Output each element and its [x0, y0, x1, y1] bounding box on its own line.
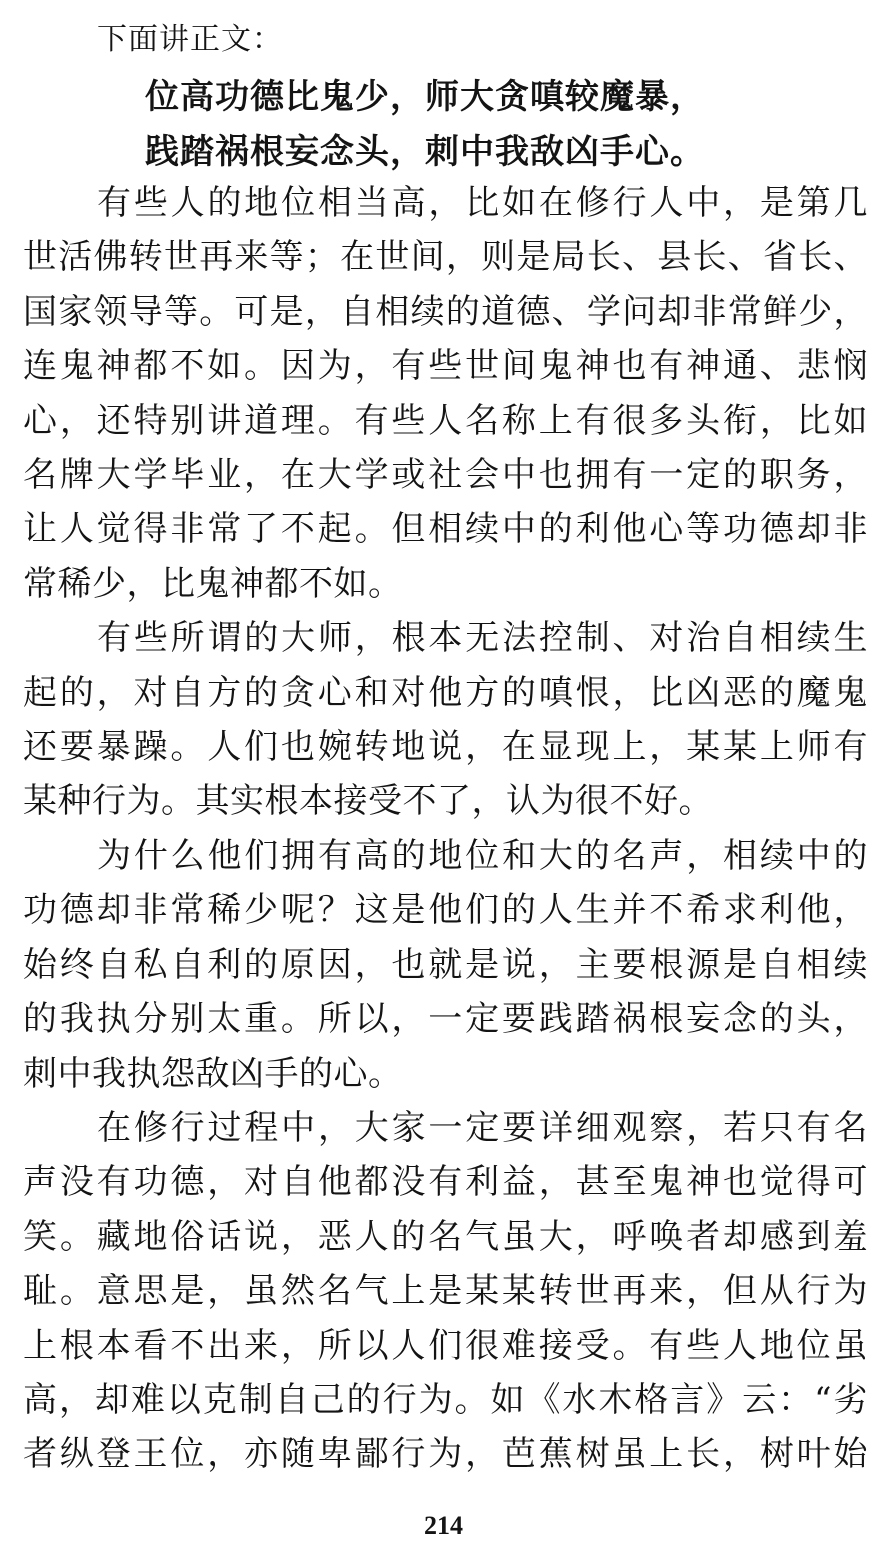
text-line: 某种行为。其实根本接受不了，认为很不好。 [23, 781, 713, 822]
paragraph-3 [23, 829, 868, 1101]
text-line: 功德却非常稀少呢？这是他们的人生并不希求利他， [23, 890, 868, 931]
body-text [23, 176, 868, 1482]
paragraph-1 [23, 176, 868, 611]
intro-line: 下面讲正文： [97, 22, 283, 57]
text-line: 国家领导等。可是，自相续的道德、学问却非常鲜少， [23, 291, 868, 332]
text-line: 连鬼神都不如。因为，有些世间鬼神也有神通、悲悯 [23, 346, 868, 387]
text-line: 名牌大学毕业，在大学或社会中也拥有一定的职务， [23, 455, 868, 496]
text-line: 有些人的地位相当高，比如在修行人中，是第几 [97, 183, 868, 223]
text-line: 起的，对自方的贪心和对他方的嗔恨，比凶恶的魔鬼 [23, 672, 868, 713]
text-line: 常稀少，比鬼神都不如。 [23, 563, 403, 604]
text-line: 刺中我执怨敌凶手的心。 [23, 1053, 403, 1094]
verse-line-1: 位高功德比鬼少，师大贪嗔较魔暴， [145, 77, 705, 117]
text-line: 上根本看不出来，所以人们很难接受。有些人地位虽 [23, 1325, 868, 1366]
text-line: 始终自私自利的原因，也就是说，主要根源是自相续 [23, 944, 868, 985]
text-line: 还要暴躁。人们也婉转地说，在显现上，某某上师有 [23, 727, 868, 768]
text-line: 笑。藏地俗话说，恶人的名气虽大，呼唤者却感到羞 [23, 1216, 868, 1257]
paragraph-4 [23, 1101, 868, 1482]
text-line: 心，还特别讲道理。有些人名称上有很多头衔，比如 [23, 400, 868, 441]
verse-line-2: 践踏祸根妄念头，刺中我敌凶手心。 [145, 132, 705, 172]
text-line: 在修行过程中，大家一定要详细观察，若只有名 [97, 1107, 868, 1148]
text-line: 高，却难以克制自己的行为。如《水木格言》云：“劣 [23, 1379, 868, 1420]
text-line: 世活佛转世再来等；在世间，则是局长、县长、省长、 [23, 237, 868, 278]
text-line: 者纵登王位，亦随卑鄙行为，芭蕉树虽上长，树叶始 [23, 1434, 868, 1475]
text-line: 的我执分别太重。所以，一定要践踏祸根妄念的头， [23, 999, 868, 1040]
paragraph-2 [23, 611, 868, 829]
text-line: 声没有功德，对自他都没有利益，甚至鬼神也觉得可 [23, 1162, 868, 1203]
text-line: 让人觉得非常了不起。但相续中的利他心等功德却非 [23, 509, 868, 550]
text-line: 为什么他们拥有高的地位和大的名声，相续中的 [97, 835, 868, 876]
text-line: 有些所谓的大师，根本无法控制、对治自相续生 [97, 618, 868, 659]
page-number: 214 [424, 1511, 463, 1540]
text-line: 耻。意思是，虽然名气上是某某转世再来，但从行为 [23, 1271, 868, 1312]
